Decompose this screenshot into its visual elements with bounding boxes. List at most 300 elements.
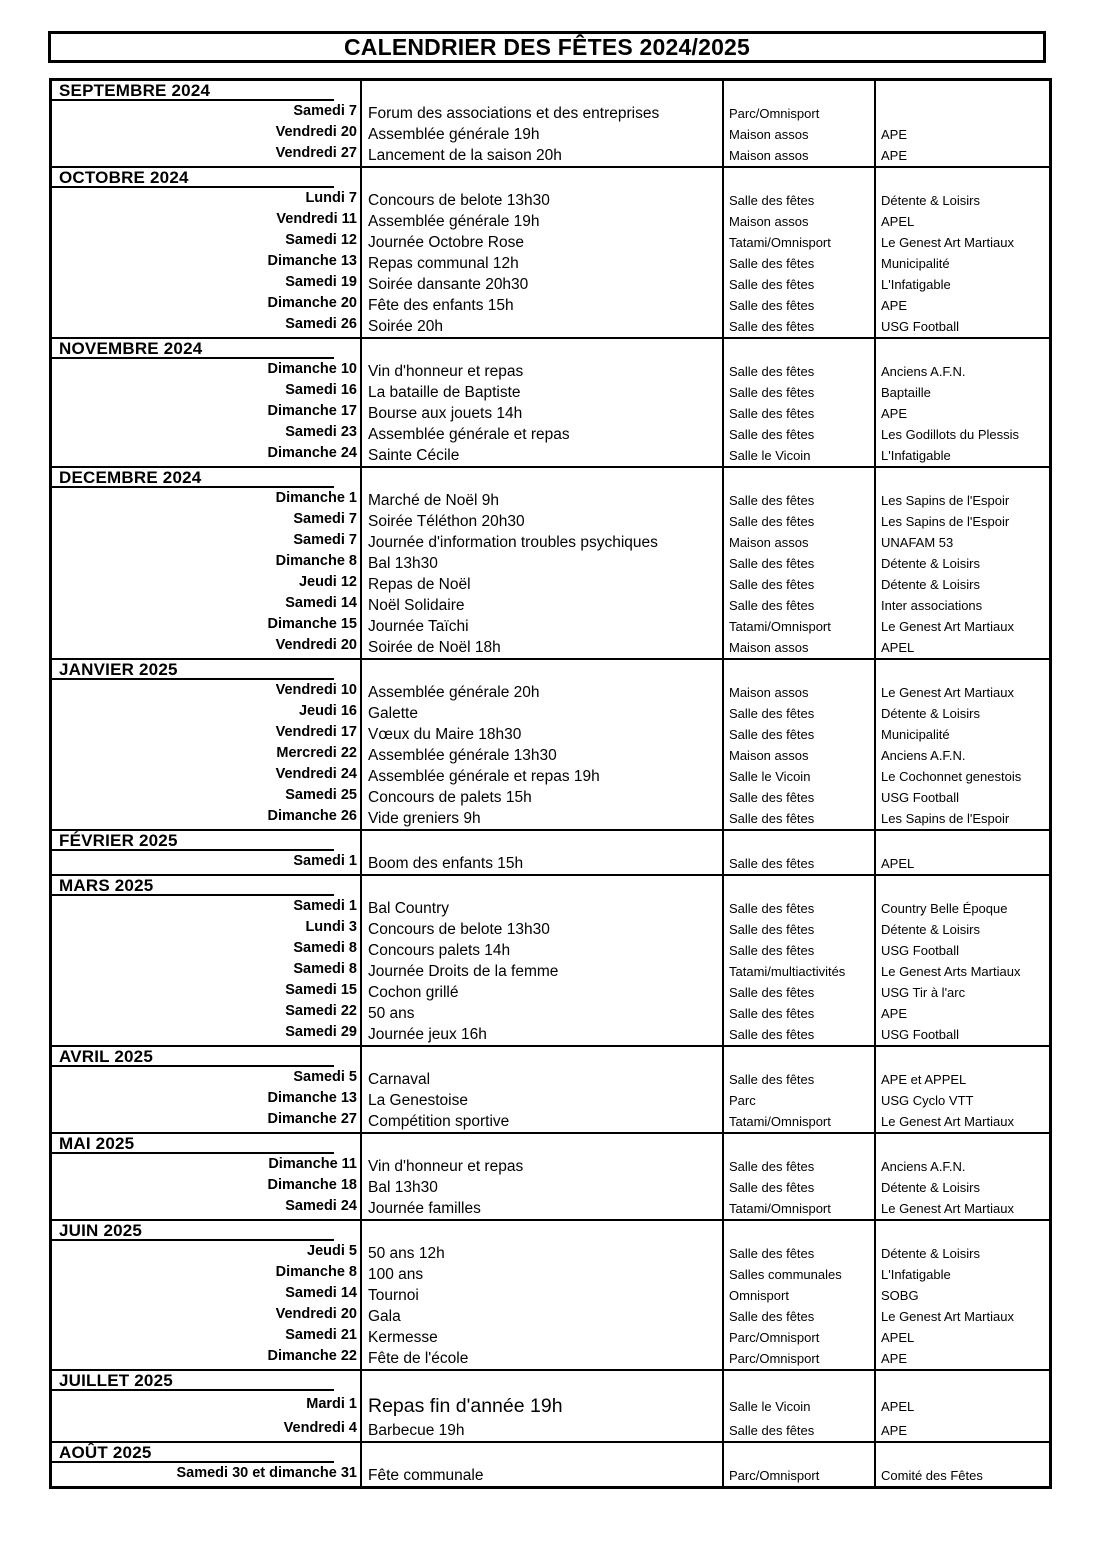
- organizer-cell: Les Sapins de l'Espoir: [881, 514, 1010, 529]
- event-cell: Fête communale: [368, 1467, 484, 1484]
- location-cell: Salle des fêtes: [729, 1027, 815, 1042]
- month-header: AOÛT 2025: [52, 1443, 334, 1463]
- date-cell: Samedi 5: [293, 1069, 357, 1085]
- location-cell: Maison assos: [729, 535, 809, 550]
- organizer-cell: Le Genest Art Martiaux: [881, 1309, 1014, 1324]
- header-spacer: [876, 831, 1049, 853]
- date-column: [52, 1221, 362, 1369]
- location-cell: Salle des fêtes: [729, 1423, 815, 1438]
- date-cell: Dimanche 10: [267, 361, 357, 377]
- event-cell: Concours de palets 15h: [368, 789, 532, 806]
- organizer-column: [876, 1371, 1049, 1441]
- organizer-column: [876, 1134, 1049, 1219]
- location-cell: Maison assos: [729, 214, 809, 229]
- date-cell: Dimanche 17: [267, 403, 357, 419]
- date-cell: Jeudi 5: [307, 1243, 357, 1259]
- event-cell: Galette: [368, 705, 418, 722]
- month-section: [52, 831, 1049, 876]
- organizer-column: [876, 339, 1049, 466]
- event-cell: Repas de Noël: [368, 576, 471, 593]
- event-cell: Bal Country: [368, 900, 449, 917]
- header-spacer: [724, 1134, 874, 1156]
- month-section: [52, 1134, 1049, 1221]
- month-section: [52, 1221, 1049, 1371]
- date-cell: Dimanche 18: [267, 1177, 357, 1193]
- organizer-cell: Détente & Loisirs: [881, 577, 980, 592]
- location-column: [724, 1221, 876, 1369]
- organizer-cell: Le Genest Art Martiaux: [881, 1114, 1014, 1129]
- location-column: [724, 876, 876, 1045]
- location-column: [724, 339, 876, 466]
- month-section: [52, 81, 1049, 168]
- organizer-cell: L'Infatigable: [881, 277, 951, 292]
- location-cell: Salle des fêtes: [729, 493, 815, 508]
- date-cell: Samedi 22: [285, 1003, 357, 1019]
- date-column: [52, 1134, 362, 1219]
- organizer-cell: Les Sapins de l'Espoir: [881, 811, 1010, 826]
- organizer-column: [876, 1221, 1049, 1369]
- header-spacer: [876, 1134, 1049, 1156]
- event-cell: Journée Droits de la femme: [368, 963, 559, 980]
- month-header: MAI 2025: [52, 1134, 334, 1154]
- header-spacer: [876, 168, 1049, 190]
- organizer-cell: USG Football: [881, 943, 960, 958]
- organizer-cell: APE: [881, 298, 908, 313]
- location-cell: Tatami/Omnisport: [729, 235, 831, 250]
- month-section: [52, 339, 1049, 468]
- event-cell: Carnaval: [368, 1071, 431, 1088]
- date-cell: Vendredi 27: [275, 145, 357, 161]
- event-cell: 50 ans: [368, 1005, 415, 1022]
- event-column: [362, 339, 724, 466]
- header-spacer: [876, 468, 1049, 490]
- date-cell: Dimanche 13: [267, 1090, 357, 1106]
- event-column: [362, 468, 724, 658]
- date-cell: Vendredi 24: [275, 766, 357, 782]
- event-cell: 100 ans: [368, 1266, 424, 1283]
- header-spacer: [724, 468, 874, 490]
- organizer-cell: Municipalité: [881, 256, 950, 271]
- event-cell: Concours de belote 13h30: [368, 921, 550, 938]
- location-cell: Salle des fêtes: [729, 856, 815, 871]
- organizer-cell: Municipalité: [881, 727, 950, 742]
- date-cell: Samedi 24: [285, 1198, 357, 1214]
- organizer-cell: APEL: [881, 856, 915, 871]
- date-column: [52, 339, 362, 466]
- event-cell: Boom des enfants 15h: [368, 855, 524, 872]
- event-column: [362, 1371, 724, 1441]
- date-cell: Vendredi 10: [275, 682, 357, 698]
- event-cell: Fête des enfants 15h: [368, 297, 514, 314]
- month-section: [52, 1443, 1049, 1486]
- organizer-cell: APE: [881, 1423, 908, 1438]
- date-cell: Samedi 30 et dimanche 31: [176, 1465, 357, 1481]
- date-cell: Mardi 1: [306, 1396, 357, 1412]
- location-column: [724, 831, 876, 874]
- organizer-cell: SOBG: [881, 1288, 919, 1303]
- location-column: [724, 1371, 876, 1441]
- month-section: [52, 168, 1049, 339]
- event-cell: Bourse aux jouets 14h: [368, 405, 523, 422]
- location-column: [724, 81, 876, 166]
- organizer-cell: Les Sapins de l'Espoir: [881, 493, 1010, 508]
- location-cell: Salle des fêtes: [729, 385, 815, 400]
- event-cell: Vide greniers 9h: [368, 810, 481, 827]
- date-cell: Samedi 15: [285, 982, 357, 998]
- date-cell: Dimanche 26: [267, 808, 357, 824]
- month-header: MARS 2025: [52, 876, 334, 896]
- document-title-box: [48, 31, 1046, 63]
- organizer-cell: UNAFAM 53: [881, 535, 954, 550]
- event-cell: Gala: [368, 1308, 401, 1325]
- date-cell: Vendredi 4: [283, 1420, 357, 1436]
- page-title: CALENDRIER DES FÊTES 2024/2025: [343, 34, 751, 60]
- date-cell: Lundi 7: [305, 190, 357, 206]
- header-spacer: [362, 81, 722, 103]
- organizer-cell: APEL: [881, 1399, 915, 1414]
- event-cell: Assemblée générale 19h: [368, 126, 540, 143]
- date-cell: Vendredi 11: [276, 211, 357, 227]
- event-cell: Vin d'honneur et repas: [368, 363, 524, 380]
- location-cell: Tatami/Omnisport: [729, 1201, 831, 1216]
- header-spacer: [724, 1371, 874, 1393]
- organizer-cell: Anciens A.F.N.: [881, 364, 966, 379]
- location-cell: Salle le Vicoin: [729, 769, 811, 784]
- organizer-cell: USG Tir à l'arc: [881, 985, 966, 1000]
- event-cell: Assemblée générale 19h: [368, 213, 540, 230]
- month-section: [52, 1371, 1049, 1443]
- organizer-cell: USG Cyclo VTT: [881, 1093, 974, 1108]
- organizer-cell: Détente & Loisirs: [881, 922, 980, 937]
- event-cell: Forum des associations et des entreprises: [368, 105, 660, 122]
- header-spacer: [876, 876, 1049, 898]
- header-spacer: [876, 660, 1049, 682]
- date-cell: Samedi 7: [293, 103, 357, 119]
- header-spacer: [724, 339, 874, 361]
- date-cell: Samedi 12: [285, 232, 357, 248]
- month-header: NOVEMBRE 2024: [52, 339, 334, 359]
- organizer-cell: USG Football: [881, 319, 960, 334]
- location-cell: Salle des fêtes: [729, 985, 815, 1000]
- organizer-cell: L'Infatigable: [881, 448, 951, 463]
- location-cell: Maison assos: [729, 748, 809, 763]
- organizer-cell: L'Infatigable: [881, 1267, 951, 1282]
- date-column: [52, 660, 362, 829]
- event-cell: La bataille de Baptiste: [368, 384, 521, 401]
- event-cell: Journée familles: [368, 1200, 481, 1217]
- organizer-cell: Le Genest Art Martiaux: [881, 235, 1014, 250]
- organizer-cell: APEL: [881, 214, 915, 229]
- date-cell: Dimanche 13: [267, 253, 357, 269]
- organizer-cell: Détente & Loisirs: [881, 1246, 980, 1261]
- header-spacer: [362, 1443, 722, 1465]
- date-column: [52, 81, 362, 166]
- organizer-column: [876, 1443, 1049, 1486]
- event-cell: Fête de l'école: [368, 1350, 469, 1367]
- location-cell: Salle des fêtes: [729, 790, 815, 805]
- date-cell: Dimanche 15: [267, 616, 357, 632]
- organizer-cell: [876, 103, 1049, 124]
- location-cell: Salle des fêtes: [729, 598, 815, 613]
- event-cell: Tournoi: [368, 1287, 419, 1304]
- location-cell: Salle des fêtes: [729, 943, 815, 958]
- location-cell: Salle des fêtes: [729, 727, 815, 742]
- event-cell: Concours palets 14h: [368, 942, 511, 959]
- location-cell: Salle des fêtes: [729, 1246, 815, 1261]
- header-spacer: [724, 876, 874, 898]
- location-cell: Tatami/Omnisport: [729, 1114, 831, 1129]
- date-column: [52, 1047, 362, 1132]
- event-column: [362, 81, 724, 166]
- organizer-cell: USG Football: [881, 790, 960, 805]
- location-cell: Salles communales: [729, 1267, 842, 1282]
- location-cell: Salle le Vicoin: [729, 1399, 811, 1414]
- calendar-table: [49, 78, 1052, 1489]
- month-header: OCTOBRE 2024: [52, 168, 334, 188]
- organizer-cell: APE: [881, 1351, 908, 1366]
- location-cell: Salle des fêtes: [729, 193, 815, 208]
- date-cell: Samedi 1: [293, 898, 357, 914]
- event-cell: Vin d'honneur et repas: [368, 1158, 524, 1175]
- location-cell: Salle des fêtes: [729, 427, 815, 442]
- header-spacer: [362, 660, 722, 682]
- location-cell: Salle des fêtes: [729, 319, 815, 334]
- header-spacer: [362, 831, 722, 853]
- organizer-cell: APEL: [881, 640, 915, 655]
- location-cell: Parc/Omnisport: [729, 1468, 820, 1483]
- organizer-cell: Le Genest Arts Martiaux: [881, 964, 1021, 979]
- organizer-cell: USG Football: [881, 1027, 960, 1042]
- event-cell: Concours de belote 13h30: [368, 192, 550, 209]
- location-cell: Salle des fêtes: [729, 577, 815, 592]
- header-spacer: [876, 1047, 1049, 1069]
- header-spacer: [362, 339, 722, 361]
- organizer-cell: Détente & Loisirs: [881, 193, 980, 208]
- organizer-cell: Les Godillots du Plessis: [881, 427, 1020, 442]
- location-cell: Tatami/multiactivités: [729, 964, 846, 979]
- organizer-column: [876, 876, 1049, 1045]
- event-cell: Soirée dansante 20h30: [368, 276, 529, 293]
- header-spacer: [362, 468, 722, 490]
- location-column: [724, 660, 876, 829]
- date-cell: Samedi 19: [285, 274, 357, 290]
- header-spacer: [724, 831, 874, 853]
- date-cell: Samedi 23: [285, 424, 357, 440]
- date-cell: Vendredi 20: [275, 124, 357, 140]
- location-cell: Salle des fêtes: [729, 298, 815, 313]
- event-cell: Assemblée générale 20h: [368, 684, 540, 701]
- location-cell: Maison assos: [729, 640, 809, 655]
- date-cell: Samedi 29: [285, 1024, 357, 1040]
- organizer-cell: Le Cochonnet genestois: [881, 769, 1022, 784]
- header-spacer: [362, 1371, 722, 1393]
- event-column: [362, 1443, 724, 1486]
- header-spacer: [724, 1047, 874, 1069]
- organizer-cell: APE: [881, 148, 908, 163]
- organizer-cell: APE: [881, 1006, 908, 1021]
- location-cell: Maison assos: [729, 148, 809, 163]
- organizer-cell: Détente & Loisirs: [881, 556, 980, 571]
- date-cell: Lundi 3: [305, 919, 357, 935]
- location-column: [724, 1047, 876, 1132]
- organizer-cell: Anciens A.F.N.: [881, 748, 966, 763]
- date-cell: Vendredi 20: [275, 1306, 357, 1322]
- event-cell: Journée Octobre Rose: [368, 234, 524, 251]
- date-cell: Dimanche 24: [267, 445, 357, 461]
- date-cell: Dimanche 27: [267, 1111, 357, 1127]
- header-spacer: [362, 1047, 722, 1069]
- header-spacer: [724, 1221, 874, 1243]
- event-cell: 50 ans 12h: [368, 1245, 445, 1262]
- organizer-cell: Le Genest Art Martiaux: [881, 1201, 1014, 1216]
- date-cell: Jeudi 12: [298, 574, 357, 590]
- location-cell: Salle des fêtes: [729, 706, 815, 721]
- location-cell: Salle des fêtes: [729, 277, 815, 292]
- date-column: [52, 876, 362, 1045]
- location-cell: Maison assos: [729, 685, 809, 700]
- event-cell: Bal 13h30: [368, 555, 438, 572]
- header-spacer: [876, 1221, 1049, 1243]
- event-cell: Bal 13h30: [368, 1179, 438, 1196]
- event-cell: Sainte Cécile: [368, 447, 460, 464]
- location-cell: Tatami/Omnisport: [729, 619, 831, 634]
- month-section: [52, 660, 1049, 831]
- event-column: [362, 660, 724, 829]
- month-header: JUILLET 2025: [52, 1371, 334, 1391]
- date-cell: Vendredi 17: [275, 724, 357, 740]
- location-cell: Salle le Vicoin: [729, 448, 811, 463]
- location-cell: Salle des fêtes: [729, 811, 815, 826]
- location-cell: Parc/Omnisport: [729, 106, 820, 121]
- event-cell: Noël Solidaire: [368, 597, 465, 614]
- event-cell: Assemblée générale et repas 19h: [368, 768, 600, 785]
- organizer-cell: Détente & Loisirs: [881, 1180, 980, 1195]
- header-spacer: [876, 1443, 1049, 1465]
- month-header: JANVIER 2025: [52, 660, 334, 680]
- date-cell: Samedi 25: [285, 787, 357, 803]
- organizer-cell: Country Belle Époque: [881, 901, 1008, 916]
- date-cell: Samedi 8: [293, 940, 357, 956]
- event-column: [362, 1221, 724, 1369]
- location-cell: Salle des fêtes: [729, 922, 815, 937]
- location-cell: Salle des fêtes: [729, 1180, 815, 1195]
- event-cell: Compétition sportive: [368, 1113, 510, 1130]
- event-cell: Journée Taïchi: [368, 618, 469, 635]
- header-spacer: [362, 876, 722, 898]
- date-column: [52, 168, 362, 337]
- organizer-cell: Le Genest Art Martiaux: [881, 685, 1014, 700]
- header-spacer: [724, 1443, 874, 1465]
- date-cell: Vendredi 20: [275, 637, 357, 653]
- organizer-cell: Détente & Loisirs: [881, 706, 980, 721]
- date-column: [52, 468, 362, 658]
- event-cell: Soirée 20h: [368, 318, 443, 335]
- date-cell: Samedi 7: [293, 511, 357, 527]
- header-spacer: [362, 1134, 722, 1156]
- event-column: [362, 831, 724, 874]
- organizer-cell: Comité des Fêtes: [881, 1468, 983, 1483]
- organizer-column: [876, 168, 1049, 337]
- date-cell: Dimanche 11: [268, 1156, 357, 1172]
- location-cell: Salle des fêtes: [729, 556, 815, 571]
- organizer-cell: APE: [881, 127, 908, 142]
- date-column: [52, 831, 362, 874]
- event-column: [362, 168, 724, 337]
- location-cell: Salle des fêtes: [729, 514, 815, 529]
- location-cell: Omnisport: [729, 1288, 789, 1303]
- date-cell: Samedi 8: [293, 961, 357, 977]
- date-cell: Dimanche 8: [275, 1264, 357, 1280]
- header-spacer: [724, 168, 874, 190]
- location-cell: Parc/Omnisport: [729, 1351, 820, 1366]
- date-cell: Samedi 14: [285, 595, 357, 611]
- header-spacer: [876, 81, 1049, 103]
- date-cell: Dimanche 20: [267, 295, 357, 311]
- event-cell: Marché de Noël 9h: [368, 492, 499, 509]
- location-column: [724, 1134, 876, 1219]
- organizer-column: [876, 1047, 1049, 1132]
- location-cell: Salle des fêtes: [729, 1072, 815, 1087]
- month-header: FÉVRIER 2025: [52, 831, 334, 851]
- location-cell: Salle des fêtes: [729, 1159, 815, 1174]
- event-cell: Barbecue 19h: [368, 1422, 465, 1439]
- date-cell: Samedi 26: [285, 316, 357, 332]
- header-spacer: [724, 660, 874, 682]
- event-cell: Soirée Téléthon 20h30: [368, 513, 525, 530]
- date-cell: Samedi 21: [285, 1327, 357, 1343]
- month-header: DECEMBRE 2024: [52, 468, 334, 488]
- organizer-cell: APEL: [881, 1330, 915, 1345]
- month-header: JUIN 2025: [52, 1221, 334, 1241]
- organizer-cell: APE: [881, 406, 908, 421]
- location-cell: Salle des fêtes: [729, 1309, 815, 1324]
- date-column: [52, 1371, 362, 1441]
- event-column: [362, 1047, 724, 1132]
- location-cell: Maison assos: [729, 127, 809, 142]
- location-cell: Parc: [729, 1093, 756, 1108]
- location-cell: Salle des fêtes: [729, 406, 815, 421]
- month-section: [52, 876, 1049, 1047]
- date-cell: Samedi 1: [293, 853, 357, 869]
- organizer-column: [876, 831, 1049, 874]
- location-cell: Salle des fêtes: [729, 1006, 815, 1021]
- event-cell: Soirée de Noël 18h: [368, 639, 501, 656]
- location-cell: Salle des fêtes: [729, 364, 815, 379]
- date-cell: Samedi 7: [293, 532, 357, 548]
- month-section: [52, 1047, 1049, 1134]
- organizer-cell: Baptaille: [881, 385, 931, 400]
- event-cell: Assemblée générale 13h30: [368, 747, 557, 764]
- header-spacer: [362, 1221, 722, 1243]
- location-cell: Parc/Omnisport: [729, 1330, 820, 1345]
- event-cell: Kermesse: [368, 1329, 438, 1346]
- event-cell: Journée d'information troubles psychiques: [368, 534, 658, 551]
- header-spacer: [724, 81, 874, 103]
- header-spacer: [362, 168, 722, 190]
- month-header: AVRIL 2025: [52, 1047, 334, 1067]
- date-cell: Dimanche 1: [275, 490, 357, 506]
- location-cell: Salle des fêtes: [729, 901, 815, 916]
- event-cell: Lancement de la saison 20h: [368, 147, 562, 164]
- month-section: [52, 468, 1049, 660]
- event-cell: Repas communal 12h: [368, 255, 519, 272]
- event-cell: La Genestoise: [368, 1092, 468, 1109]
- date-cell: Samedi 14: [285, 1285, 357, 1301]
- organizer-cell: Le Genest Art Martiaux: [881, 619, 1014, 634]
- event-column: [362, 876, 724, 1045]
- organizer-cell: Anciens A.F.N.: [881, 1159, 966, 1174]
- date-column: [52, 1443, 362, 1486]
